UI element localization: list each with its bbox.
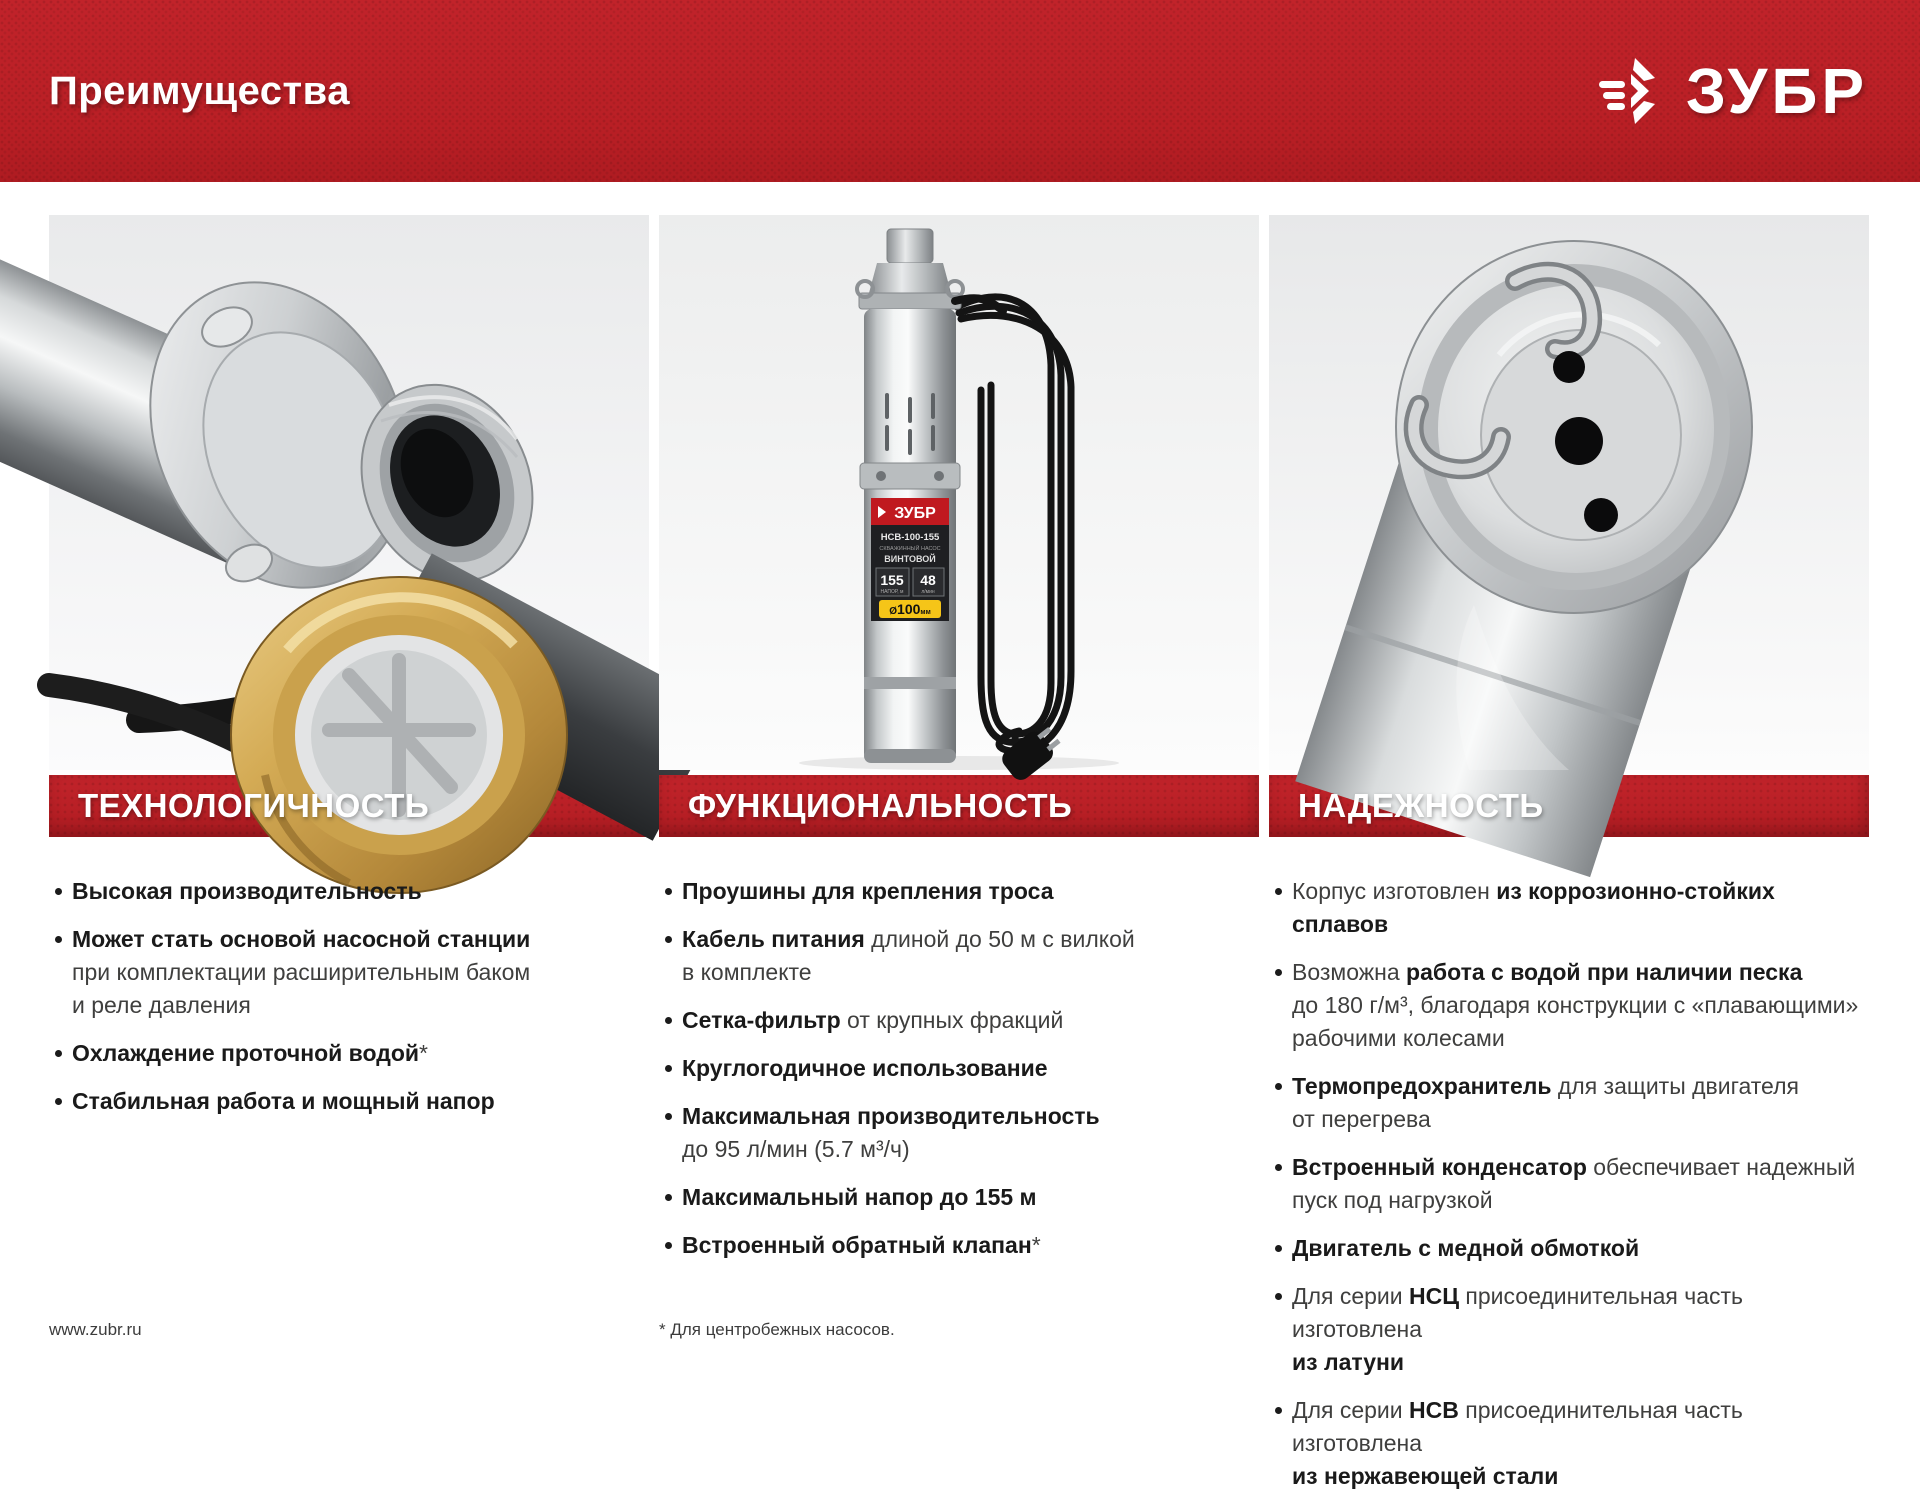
column-functionality bbox=[659, 215, 1259, 1508]
svg-text:ЗУБР: ЗУБР bbox=[894, 505, 936, 522]
feature-list bbox=[49, 875, 649, 1118]
section-title: ТЕХНОЛОГИЧНОСТЬ bbox=[78, 787, 430, 824]
section-title: НАДЕЖНОСТЬ bbox=[1298, 787, 1544, 824]
feature-item: Для серии НСЦ присоединительная часть изготовлена из латуни bbox=[1269, 1280, 1869, 1379]
feature-item: Корпус изготовлен из коррозионно-стойких сплавов bbox=[1269, 875, 1869, 941]
svg-text:НАПОР, м: НАПОР, м bbox=[880, 589, 904, 595]
brand-logo-text: ЗУБР bbox=[1685, 55, 1868, 127]
feature-item: Может стать основой насосной станции при комплектации расширительным баком и реле давления bbox=[49, 923, 649, 1022]
feature-item: Встроенный обратный клапан* bbox=[659, 1229, 1259, 1262]
advantages-grid bbox=[49, 215, 1869, 1508]
feature-item: Стабильная работа и мощный напор bbox=[49, 1085, 649, 1118]
feature-item: Высокая производительность bbox=[49, 875, 649, 908]
section-title: ФУНКЦИОНАЛЬНОСТЬ bbox=[688, 787, 1073, 824]
feature-item: Кабель питания длиной до 50 м с вилкой в комплекте bbox=[659, 923, 1259, 989]
footnote: * Для центробежных насосов. bbox=[659, 1320, 895, 1339]
brand-logo bbox=[1597, 54, 1868, 128]
zubr-arrow-icon bbox=[1597, 54, 1671, 128]
photo-pump-top-view-eyelets bbox=[1269, 215, 1869, 770]
svg-text:Ø100мм: Ø100мм bbox=[889, 601, 931, 617]
feature-list bbox=[1269, 875, 1869, 1493]
feature-item: Для серии НСВ присоединительная часть изготовлена из нержавеющей стали bbox=[1269, 1394, 1869, 1493]
feature-item: Встроенный конденсатор обеспечивает надежный пуск под нагрузкой bbox=[1269, 1151, 1869, 1217]
website-url: www.zubr.ru bbox=[49, 1320, 142, 1339]
svg-text:48: 48 bbox=[920, 572, 936, 588]
feature-item: Проушины для крепления троса bbox=[659, 875, 1259, 908]
feature-item: Максимальная производительность до 95 л/мин (5.7 м³/ч) bbox=[659, 1100, 1259, 1166]
svg-text:155: 155 bbox=[880, 572, 904, 588]
feature-item: Возможна работа с водой при наличии песка до 180 г/м³, благодаря конструкции с «плавающими» рабочими колесами bbox=[1269, 956, 1869, 1055]
feature-item: Круглогодичное использование bbox=[659, 1052, 1259, 1085]
photo-borehole-pump-with-cable bbox=[659, 215, 1259, 770]
feature-item: Сетка-фильтр от крупных фракций bbox=[659, 1004, 1259, 1037]
page-title: Преимущества bbox=[49, 68, 350, 113]
svg-text:ВИНТОВОЙ: ВИНТОВОЙ bbox=[884, 554, 936, 564]
svg-text:л/мин: л/мин bbox=[921, 589, 935, 595]
feature-item: Охлаждение проточной водой* bbox=[49, 1037, 649, 1070]
feature-item: Двигатель с медной обмоткой bbox=[1269, 1232, 1869, 1265]
feature-list bbox=[659, 875, 1259, 1262]
pump-product-label bbox=[871, 498, 949, 621]
svg-text:НСВ-100-155: НСВ-100-155 bbox=[880, 532, 940, 543]
section-title-banner bbox=[659, 775, 1259, 837]
feature-item: Термопредохранитель для защиты двигателя от перегрева bbox=[1269, 1070, 1869, 1136]
page-header bbox=[0, 0, 1920, 182]
column-technology bbox=[49, 215, 649, 1508]
feature-item: Максимальный напор до 155 м bbox=[659, 1181, 1259, 1214]
svg-text:СКВАЖИННЫЙ НАСОС: СКВАЖИННЫЙ НАСОС bbox=[879, 546, 941, 552]
column-reliability bbox=[1269, 215, 1869, 1508]
photo-pump-discharge-and-brass-coupling bbox=[49, 215, 649, 770]
